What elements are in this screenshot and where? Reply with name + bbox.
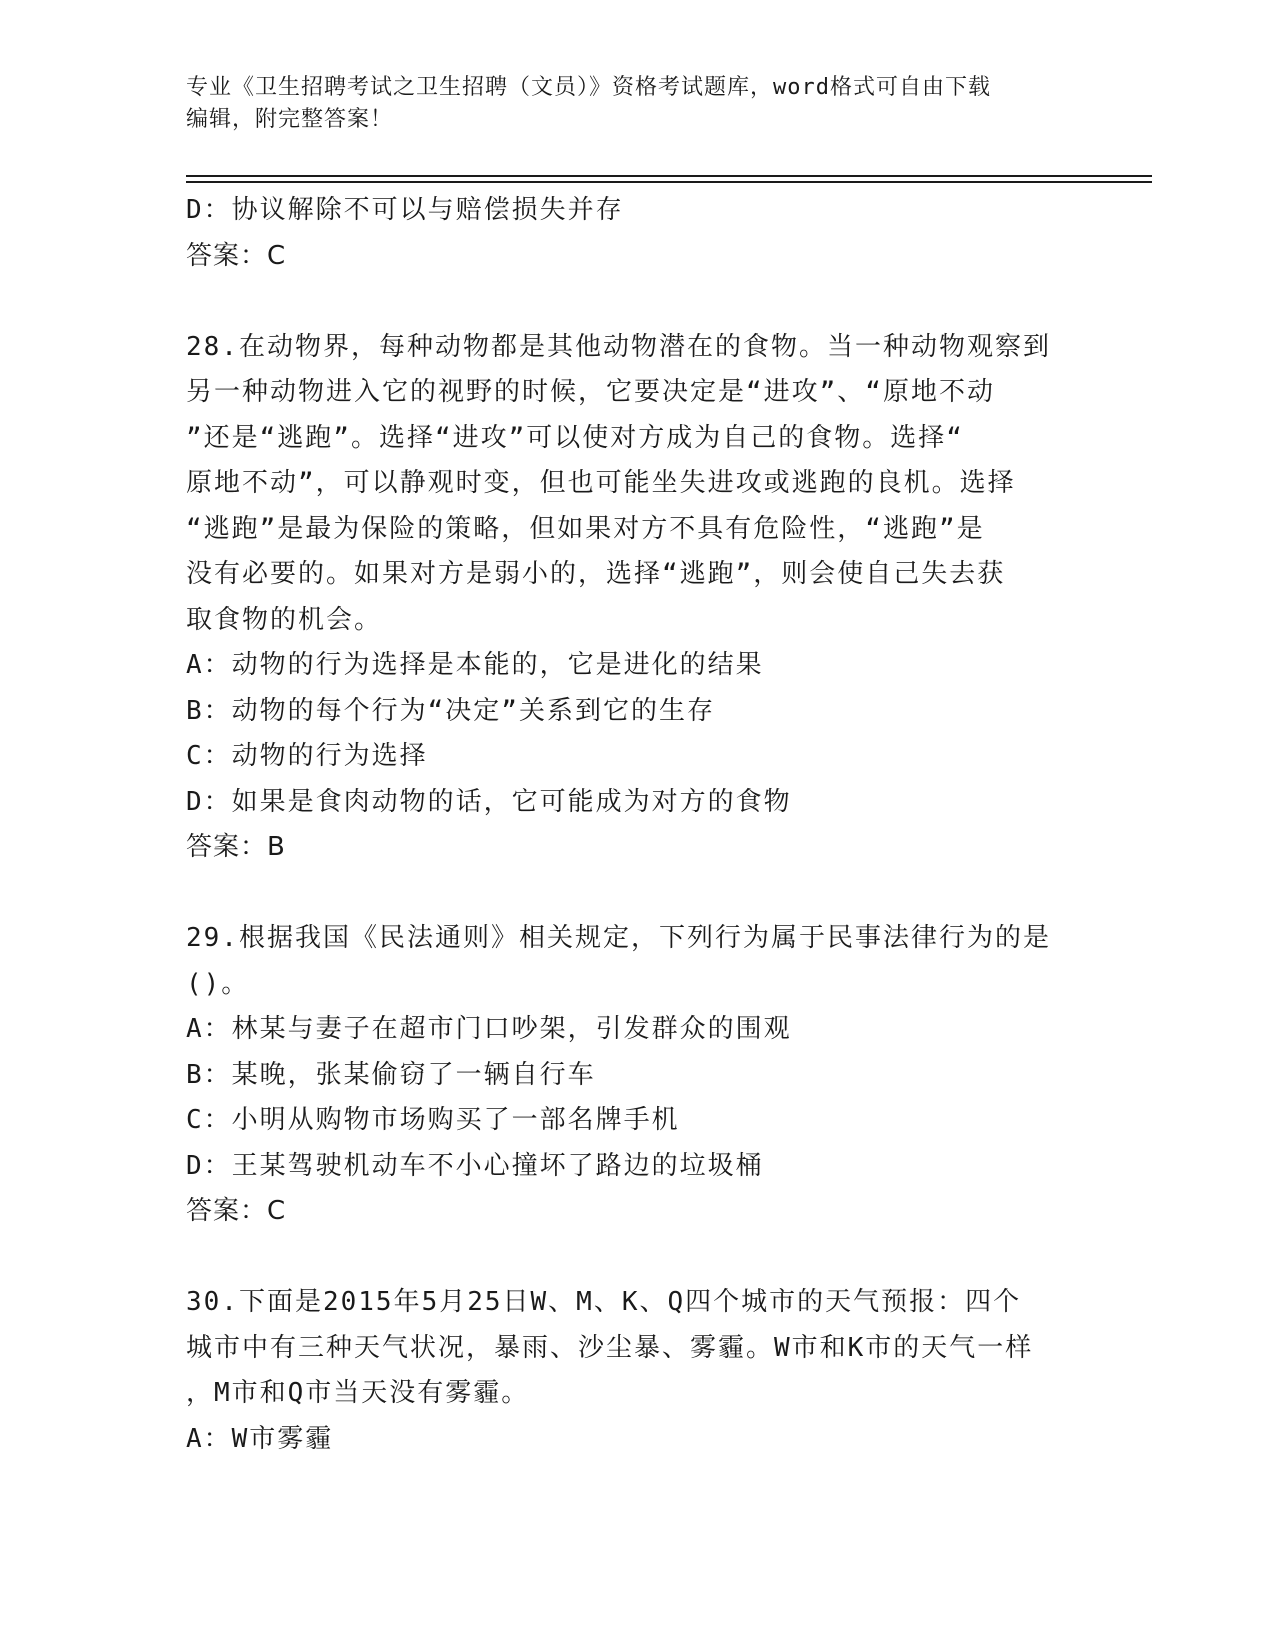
- question-stem-line: 取食物的机会。: [186, 604, 383, 635]
- header-line-2: 编辑，附完整答案！: [186, 107, 394, 132]
- question-stem-line: 另一种动物进入它的视野的时候，它要决定是“进攻”、“原地不动: [186, 377, 995, 407]
- option-b: B：某晚，张某偷窃了一辆自行车: [186, 1059, 596, 1090]
- question-stem-line: 28.在动物界，每种动物都是其他动物潜在的食物。当一种动物观察到: [186, 331, 1051, 362]
- spacer: [186, 1235, 1086, 1281]
- question-stem-line: 城市中有三种天气状况，暴雨、沙尘暴、雾霾。W市和K市的天气一样: [186, 1332, 1034, 1363]
- document-body: [186, 188, 1086, 1462]
- question-29: [186, 916, 1086, 1235]
- option-c: C：动物的行为选择: [186, 741, 428, 771]
- question-stem-line: 29.根据我国《民法通则》相关规定，下列行为属于民事法律行为的是: [186, 923, 1051, 953]
- previous-question-fragment: [186, 188, 1086, 279]
- question-stem-line: ，M市和Q市当天没有雾霾。: [186, 1378, 530, 1408]
- answer-line: 答案：C: [186, 240, 287, 271]
- document-header: [186, 72, 1086, 136]
- header-line-1: 专业《卫生招聘考试之卫生招聘（文员）》资格考试题库，word格式可自由下载: [186, 75, 991, 100]
- spacer: [186, 871, 1086, 917]
- spacer: [186, 279, 1086, 325]
- question-stem-line: 原地不动”，可以静观时变，但也可能坐失进攻或逃跑的良机。选择: [186, 468, 1016, 498]
- option-a: A：林某与妻子在超市门口吵架，引发群众的围观: [186, 1014, 792, 1044]
- question-stem-line: 没有必要的。如果对方是弱小的，选择“逃跑”，则会使自己失去获: [186, 559, 1006, 589]
- question-stem-line: “逃跑”是最为保险的策略，但如果对方不具有危险性，“逃跑”是: [186, 513, 985, 544]
- option-d: D：如果是食肉动物的话，它可能成为对方的食物: [186, 786, 792, 817]
- question-stem-line: 30.下面是2015年5月25日W、M、K、Q四个城市的天气预报：四个: [186, 1287, 1022, 1317]
- question-stem-line: ”还是“逃跑”。选择“进攻”可以使对方成为自己的食物。选择“: [186, 422, 964, 453]
- option-a: A：W市雾霾: [186, 1423, 334, 1454]
- question-30: [186, 1280, 1086, 1462]
- answer-line: 答案：C: [186, 1196, 287, 1226]
- question-28: [186, 325, 1086, 871]
- option-c: C：小明从购物市场购买了一部名牌手机: [186, 1105, 680, 1135]
- option-d: D：协议解除不可以与赔偿损失并存: [186, 195, 624, 225]
- question-stem-line: ()。: [186, 968, 250, 999]
- option-b: B：动物的每个行为“决定”关系到它的生存: [186, 695, 715, 726]
- option-d: D：王某驾驶机动车不小心撞坏了路边的垃圾桶: [186, 1150, 764, 1181]
- option-a: A：动物的行为选择是本能的，它是进化的结果: [186, 650, 764, 680]
- header-divider-top: [186, 175, 1152, 177]
- answer-line: 答案：B: [186, 832, 286, 862]
- header-divider-bottom: [186, 181, 1152, 183]
